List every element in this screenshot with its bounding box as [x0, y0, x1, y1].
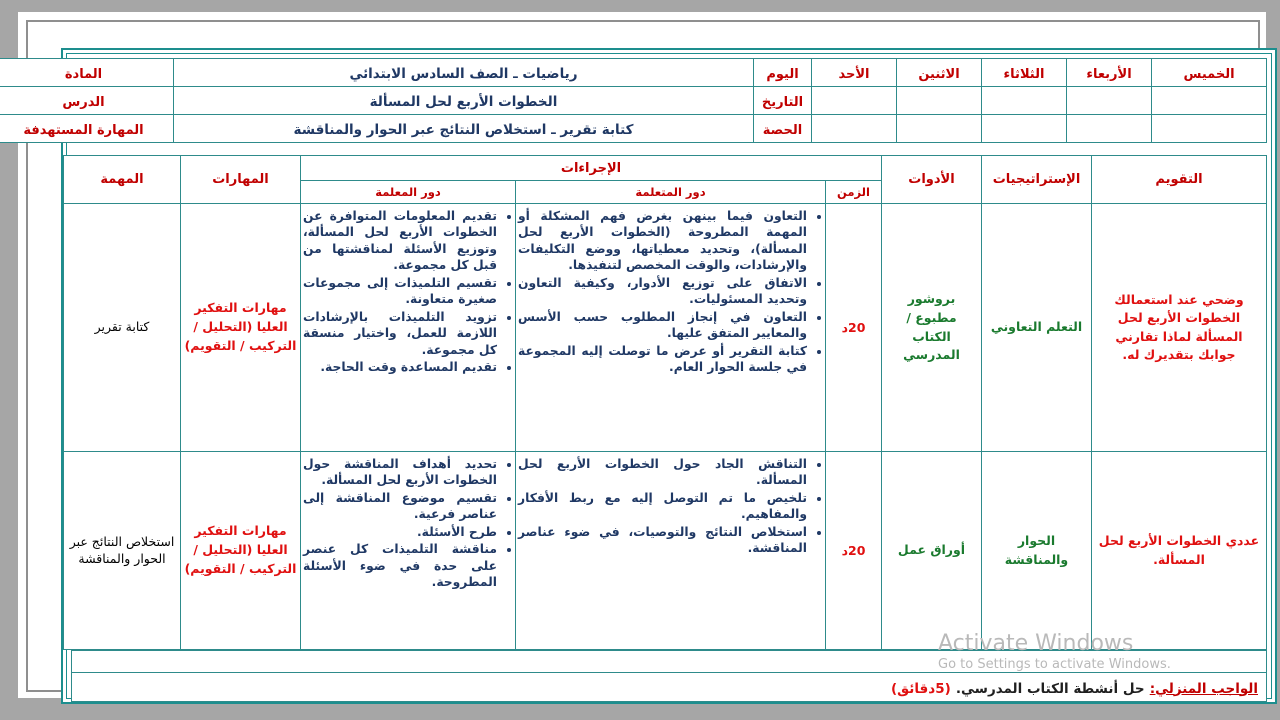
col-header-teacher-role-label: دور المعلمة: [375, 185, 441, 199]
day-tuesday-cell[interactable]: [982, 59, 1067, 87]
row1-time-text: 20د: [841, 320, 866, 335]
homework-cell[interactable]: [72, 673, 1267, 702]
day-wednesday-label: الأربعاء: [1086, 67, 1132, 82]
document-outer-border: [23, 48, 1277, 704]
row2-tools-text: أوراق عمل: [897, 542, 966, 558]
list-item: • تقسيم موضوع المناقشة إلى عناصر فرعية.: [303, 490, 497, 523]
day-thursday-label: الخميس: [1183, 67, 1235, 82]
row2-assessment-cell[interactable]: [1092, 452, 1267, 650]
target-skill-value-cell[interactable]: [174, 115, 754, 143]
lesson-label-cell: [0, 87, 174, 115]
period-sunday-cell[interactable]: [812, 115, 897, 143]
row1-task-cell[interactable]: [64, 204, 181, 452]
list-item: • مناقشة التلميذات كل عنصر على حدة في ضوء الأسئلة المطروحة.: [303, 541, 497, 590]
subject-label: المادة: [64, 67, 103, 82]
row1-teacher-role-list: [303, 208, 513, 376]
col-header-skills-label: المهارات: [212, 172, 269, 187]
col-header-learner-role: [516, 181, 826, 204]
row2-strategies-cell[interactable]: [982, 452, 1092, 650]
list-item: • تلخيص ما تم التوصل إليه مع ربط الأفكار والمفاهيم.: [518, 490, 807, 523]
row1-teacher-role-cell[interactable]: [301, 204, 516, 452]
list-item: • تقسيم التلميذات إلى مجموعات صغيرة متعاونة.: [303, 275, 497, 308]
header-row-lesson: [0, 87, 1267, 115]
day-row-label-cell: [754, 59, 812, 87]
list-item: • طرح الأسئلة.: [303, 524, 497, 540]
period-thursday-cell[interactable]: [1152, 115, 1267, 143]
subject-value-cell[interactable]: [174, 59, 754, 87]
day-tuesday-label: الثلاثاء: [1003, 67, 1045, 82]
row1-time-cell[interactable]: [826, 204, 882, 452]
lesson-plan-table: [63, 155, 1267, 650]
row2-learner-role-list: [518, 456, 823, 557]
row1-skills-text: مهارات التفكير العليا (التحليل / التركيب / التقويم): [184, 300, 297, 353]
subject-value: رياضيات ـ الصف السادس الابتدائي: [349, 66, 578, 82]
lesson-label: الدرس: [62, 95, 105, 110]
row1-learner-role-cell[interactable]: [516, 204, 826, 452]
col-header-learner-role-label: دور المتعلمة: [635, 185, 706, 199]
lesson-value: الخطوات الأربع لحل المسألة: [369, 94, 558, 110]
day-thursday-cell[interactable]: [1152, 59, 1267, 87]
row2-task-text: استخلاص النتائج عبر الحوار والمناقشة: [69, 533, 175, 566]
lesson-value-cell[interactable]: [174, 87, 754, 115]
col-header-strategies-label: الإستراتيجيات: [992, 172, 1081, 187]
homework-label: الواجب المنزلي:: [1149, 680, 1258, 697]
period-row-label-cell: [754, 115, 812, 143]
row1-assessment-text: وضحي عند استعمالك الخطوات الأربع لحل المسألة لماذا تقارني جوابك بتقديرك له.: [1114, 292, 1244, 362]
main-header-row-1: [64, 156, 1267, 181]
row2-teacher-role-cell[interactable]: [301, 452, 516, 650]
col-header-task: [64, 156, 181, 204]
date-tuesday-cell[interactable]: [982, 87, 1067, 115]
row2-assessment-text: عددي الخطوات الأربع لحل المسألة.: [1098, 533, 1260, 567]
col-header-assessment: [1092, 156, 1267, 204]
row2-skills-cell[interactable]: [181, 452, 301, 650]
col-header-teacher-role: [301, 181, 516, 204]
col-header-task-label: المهمة: [100, 172, 144, 187]
homework-row: [72, 673, 1267, 702]
row2-task-cell[interactable]: [64, 452, 181, 650]
date-sunday-cell[interactable]: [812, 87, 897, 115]
col-header-tools-label: الأدوات: [908, 172, 955, 187]
document-inner-border: [23, 53, 1272, 699]
row1-task-text: كتابة تقرير: [94, 319, 150, 335]
col-header-assessment-label: التقويم: [1155, 172, 1203, 187]
row2-time-text: 20د: [841, 543, 866, 558]
subject-label-cell: [0, 59, 174, 87]
date-monday-cell[interactable]: [897, 87, 982, 115]
col-header-strategies: [982, 156, 1092, 204]
row1-strategies-cell[interactable]: [982, 204, 1092, 452]
list-item: • كتابة التقرير أو عرض ما توصلت إليه المجموعة في جلسة الحوار العام.: [518, 343, 807, 376]
date-thursday-cell[interactable]: [1152, 87, 1267, 115]
watermark-title: Activate Windows: [938, 631, 1134, 656]
day-monday-label: الاثنين: [918, 67, 960, 82]
homework-duration: (5دقائق): [890, 680, 951, 697]
row1-learner-role-list: [518, 208, 823, 376]
col-header-time-label: الزمن: [837, 185, 870, 199]
header-row-target-skill: [0, 115, 1267, 143]
target-skill-label: المهارة المستهدفة: [23, 123, 144, 138]
table-row: [64, 204, 1267, 452]
target-skill-label-cell: [0, 115, 174, 143]
list-item: • التعاون في إنجاز المطلوب حسب الأسس والمعايير المتفق عليها.: [518, 309, 807, 342]
table-row: [64, 452, 1267, 650]
row2-teacher-role-list: [303, 456, 513, 591]
list-item: • التناقش الجاد حول الخطوات الأربع لحل المسألة.: [518, 456, 807, 489]
row2-skills-text: مهارات التفكير العليا (التحليل / التركيب / التقويم): [184, 523, 297, 576]
list-item: • الاتفاق على توزيع الأدوار، وكيفية التعاون وتحديد المسئوليات.: [518, 275, 807, 308]
day-sunday-label: الأحد: [838, 67, 870, 82]
homework-table: [71, 650, 1267, 702]
period-tuesday-cell[interactable]: [982, 115, 1067, 143]
day-sunday-cell[interactable]: [812, 59, 897, 87]
list-item: • تقديم المساعدة وقت الحاجة.: [303, 359, 497, 375]
page-sheet: [23, 22, 1260, 697]
list-item: • استخلاص النتائج والتوصيات، في ضوء عناصر المناقشة.: [518, 524, 807, 557]
footer-blank-row: [72, 651, 1267, 673]
row1-skills-cell[interactable]: [181, 204, 301, 452]
row1-strategies-text: التعلم التعاوني: [990, 319, 1083, 335]
header-row-subject: [0, 59, 1267, 87]
day-row-label: اليوم: [766, 67, 799, 82]
row1-tools-cell[interactable]: [882, 204, 982, 452]
row1-tools-text: بروشور مطبوع / الكتاب المدرسي: [903, 291, 960, 363]
day-wednesday-cell[interactable]: [1067, 59, 1152, 87]
list-item: • التعاون فيما بينهن بغرض فهم المشكلة أو المهمة المطروحة (الخطوات الأربع لحل المسألة)، وتحديد معطياتها، ووضع التكليفات والإرشادات، والوقت المخصص لتنفيذها.: [518, 208, 807, 274]
footer-blank-cell: [72, 651, 1267, 673]
row1-assessment-cell[interactable]: [1092, 204, 1267, 452]
row2-strategies-text: الحوار والمناقشة: [1004, 532, 1069, 567]
col-header-time: [826, 181, 882, 204]
col-header-tools: [882, 156, 982, 204]
lesson-header-table: [0, 58, 1267, 143]
list-item: • تحديد أهداف المناقشة حول الخطوات الأربع لحل المسألة.: [303, 456, 497, 489]
col-header-procedures-label: الإجراءات: [560, 160, 622, 176]
date-row-label-cell: [754, 87, 812, 115]
period-wednesday-cell[interactable]: [1067, 115, 1152, 143]
date-row-label: التاريخ: [761, 95, 804, 110]
table-gap-spacer: [71, 143, 1267, 155]
period-monday-cell[interactable]: [897, 115, 982, 143]
col-header-procedures: [301, 156, 882, 181]
homework-text: حل أنشطة الكتاب المدرسي.: [955, 680, 1145, 697]
list-item: • تزويد التلميذات بالإرشادات اللازمة للعمل، واختيار منسقة كل مجموعة.: [303, 309, 497, 358]
row2-time-cell[interactable]: [826, 452, 882, 650]
row2-tools-cell[interactable]: [882, 452, 982, 650]
row2-learner-role-cell[interactable]: [516, 452, 826, 650]
day-monday-cell[interactable]: [897, 59, 982, 87]
target-skill-value: كتابة تقرير ـ استخلاص النتائج عبر الحوار والمناقشة: [293, 122, 634, 138]
col-header-skills: [181, 156, 301, 204]
watermark-subtitle: Go to Settings to activate Windows.: [938, 657, 1171, 672]
date-wednesday-cell[interactable]: [1067, 87, 1152, 115]
period-row-label: الحصة: [762, 123, 803, 138]
list-item: • تقديم المعلومات المتوافرة عن الخطوات الأربع لحل المسألة، وتوزيع الأسئلة لمناقشتها من قبل كل مجموعة.: [303, 208, 497, 274]
